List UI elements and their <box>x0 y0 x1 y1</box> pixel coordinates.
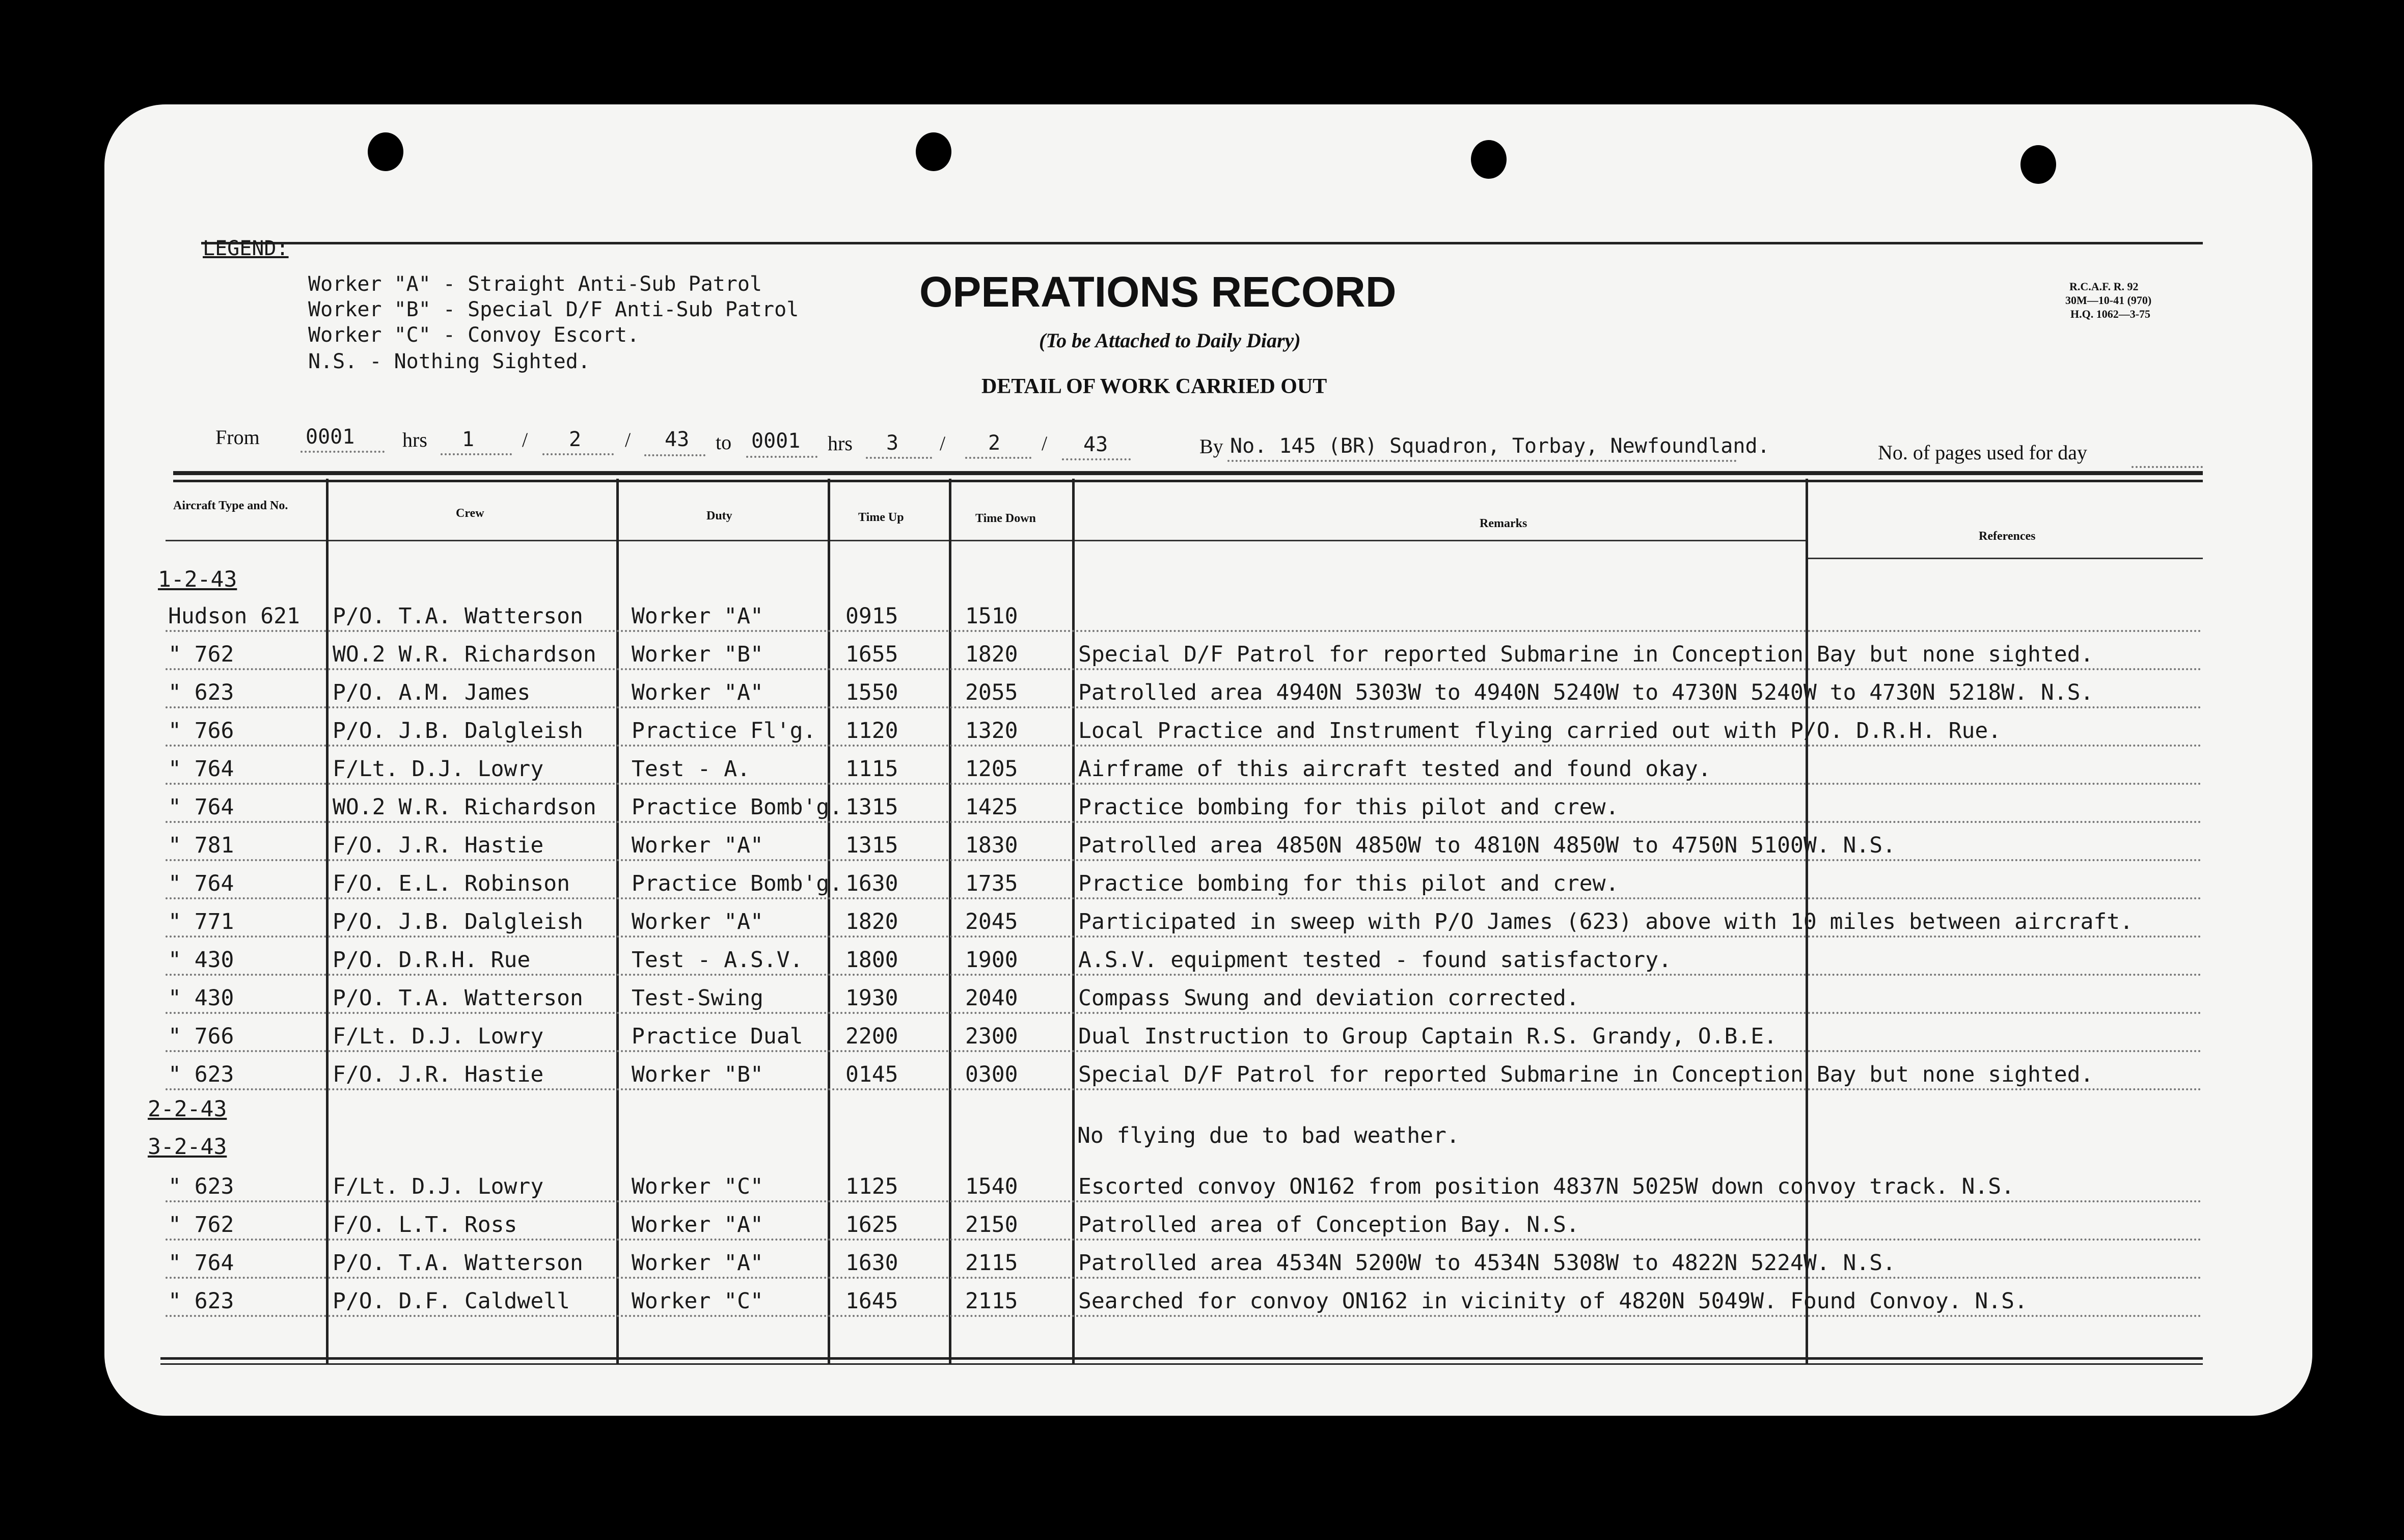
crew-cell: P/O. T.A. Watterson <box>333 985 583 1011</box>
crew-cell: P/O. T.A. Watterson <box>333 603 583 629</box>
duty-cell: Worker "C" <box>632 1288 763 1314</box>
time-up-cell: 1550 <box>845 680 898 705</box>
page-subtitle: (To be Attached to Daily Diary) <box>1039 329 1301 352</box>
aircraft-cell: " 766 <box>168 718 234 744</box>
duty-cell: Worker "B" <box>632 642 763 667</box>
to-year: 43 <box>1083 433 1108 456</box>
time-down-cell: 2150 <box>965 1212 1018 1238</box>
time-down-cell: 1425 <box>965 794 1018 820</box>
punch-hole <box>368 132 403 171</box>
time-up-cell: 1625 <box>845 1212 898 1238</box>
duty-cell: Worker "A" <box>632 603 763 629</box>
time-up-cell: 0915 <box>845 603 898 629</box>
remarks-cell: Patrolled area 4940N 5303W to 4940N 5240W to 4730N 5240W to 4730N 5218W. N.S. <box>1078 680 2094 705</box>
time-up-cell: 1630 <box>845 1250 898 1276</box>
time-down-cell: 1205 <box>965 756 1018 782</box>
hrs-label: hrs <box>402 428 427 451</box>
aircraft-cell: Hudson 621 <box>168 603 300 629</box>
time-up-cell: 1630 <box>845 871 898 896</box>
punch-hole <box>1471 140 1507 179</box>
time-up-cell: 1930 <box>845 985 898 1011</box>
hrs-label2: hrs <box>828 432 853 455</box>
aircraft-cell: " 764 <box>168 1250 234 1276</box>
aircraft-cell: " 764 <box>168 794 234 820</box>
crew-cell: F/Lt. D.J. Lowry <box>333 1174 544 1199</box>
remarks-cell: Local Practice and Instrument flying carried out with P/O. D.R.H. Rue. <box>1078 718 2002 744</box>
crew-cell: P/O. D.R.H. Rue <box>333 947 531 973</box>
duty-cell: Worker "A" <box>632 1212 763 1238</box>
duty-cell: Practice Bomb'g. <box>632 794 843 820</box>
time-down-cell: 1735 <box>965 871 1018 896</box>
by-label: By <box>1199 435 1223 458</box>
time-up-cell: 1120 <box>845 718 898 744</box>
aircraft-cell: " 623 <box>168 1288 234 1314</box>
time-up-cell: 1315 <box>845 833 898 858</box>
remarks-cell: Compass Swung and deviation corrected. <box>1078 985 1579 1011</box>
crew-cell: P/O. J.B. Dalgleish <box>333 909 583 934</box>
time-up-cell: 1800 <box>845 947 898 973</box>
aircraft-cell: " 623 <box>168 1174 234 1199</box>
time-down-cell: 0300 <box>965 1062 1018 1087</box>
form-ref: R.C.A.F. R. 92 <box>2069 280 2139 293</box>
time-down-cell: 2045 <box>965 909 1018 934</box>
time-up-cell: 1125 <box>845 1174 898 1199</box>
crew-cell: P/O. D.F. Caldwell <box>333 1288 570 1314</box>
crew-cell: F/O. J.R. Hastie <box>333 1062 544 1087</box>
crew-cell: F/O. E.L. Robinson <box>333 871 570 896</box>
time-up-cell: 1115 <box>845 756 898 782</box>
crew-cell: P/O. J.B. Dalgleish <box>333 718 583 744</box>
aircraft-cell: " 623 <box>168 1062 234 1087</box>
time-down-cell: 2115 <box>965 1250 1018 1276</box>
legend-label: LEGEND: <box>203 237 289 260</box>
from-year: 43 <box>665 428 690 451</box>
time-down-cell: 2300 <box>965 1024 1018 1049</box>
time-down-cell: 1830 <box>965 833 1018 858</box>
col-duty: Duty <box>706 509 732 522</box>
time-down-cell: 1320 <box>965 718 1018 744</box>
remarks-cell: Practice bombing for this pilot and crew. <box>1078 794 1619 820</box>
time-down-cell: 2040 <box>965 985 1018 1011</box>
unit-name: No. 145 (BR) Squadron, Torbay, Newfoundland. <box>1230 434 1770 458</box>
crew-cell: F/O. L.T. Ross <box>333 1212 517 1238</box>
duty-cell: Worker "A" <box>632 909 763 934</box>
top-rule <box>201 242 2203 244</box>
from-month: 2 <box>569 428 582 451</box>
col-remarks: Remarks <box>1480 517 1527 530</box>
time-up-cell: 0145 <box>845 1062 898 1087</box>
duty-cell: Worker "C" <box>632 1174 763 1199</box>
time-up-cell: 1820 <box>845 909 898 934</box>
date-heading: 3-2-43 <box>148 1134 227 1160</box>
page-title: OPERATIONS RECORD <box>919 268 1397 316</box>
crew-cell: F/O. J.R. Hastie <box>333 833 544 858</box>
page-heading: DETAIL OF WORK CARRIED OUT <box>981 375 1327 398</box>
time-up-cell: 1655 <box>845 642 898 667</box>
remarks-cell: A.S.V. equipment tested - found satisfactory. <box>1078 947 1672 973</box>
remarks-cell: Patrolled area of Conception Bay. N.S. <box>1078 1212 1579 1238</box>
form-ref: 30M—10-41 (970) <box>2065 294 2152 307</box>
remarks-cell: Special D/F Patrol for reported Submarine in Conception Bay but none sighted. <box>1078 1062 2094 1087</box>
form-ref: H.Q. 1062—3-75 <box>2070 308 2151 320</box>
crew-cell: WO.2 W.R. Richardson <box>333 794 596 820</box>
col-time-down: Time Down <box>975 512 1036 525</box>
from-time: 0001 <box>306 425 355 449</box>
aircraft-cell: " 771 <box>168 909 234 934</box>
duty-cell: Practice Dual <box>632 1024 803 1049</box>
pages-label: No. of pages used for day <box>1878 441 2087 464</box>
aircraft-cell: " 781 <box>168 833 234 858</box>
duty-cell: Worker "A" <box>632 833 763 858</box>
remarks-cell: Participated in sweep with P/O James (623) above with 10 miles between aircraft. <box>1078 909 2134 934</box>
aircraft-cell: " 623 <box>168 680 234 705</box>
remarks-cell: Practice bombing for this pilot and crew. <box>1078 871 1619 896</box>
aircraft-cell: " 762 <box>168 1212 234 1238</box>
aircraft-cell: " 766 <box>168 1024 234 1049</box>
col-references: References <box>1979 530 2036 543</box>
legend-item: Worker "C" - Convoy Escort. <box>308 323 640 347</box>
time-down-cell: 2055 <box>965 680 1018 705</box>
from-day: 1 <box>462 428 475 451</box>
time-down-cell: 1900 <box>965 947 1018 973</box>
crew-cell: WO.2 W.R. Richardson <box>333 642 596 667</box>
time-up-cell: 1315 <box>845 794 898 820</box>
legend-item: N.S. - Nothing Sighted. <box>308 350 590 373</box>
time-down-cell: 1510 <box>965 603 1018 629</box>
no-flying-note: No flying due to bad weather. <box>1077 1123 1460 1148</box>
crew-cell: P/O. A.M. James <box>333 680 531 705</box>
to-label: to <box>716 431 732 454</box>
remarks-cell: Special D/F Patrol for reported Submarine in Conception Bay but none sighted. <box>1078 642 2094 667</box>
remarks-cell: Escorted convoy ON162 from position 4837N 5025W down convoy track. N.S. <box>1078 1174 2015 1199</box>
col-aircraft: Aircraft Type and No. <box>173 499 288 512</box>
legend-item: Worker "B" - Special D/F Anti-Sub Patrol <box>308 298 799 321</box>
date-heading: 1-2-43 <box>158 567 237 592</box>
date-heading: 2-2-43 <box>148 1096 227 1122</box>
time-up-cell: 2200 <box>845 1024 898 1049</box>
aircraft-cell: " 764 <box>168 871 234 896</box>
to-time: 0001 <box>751 429 801 453</box>
duty-cell: Practice Fl'g. <box>632 718 816 744</box>
punch-hole <box>916 132 951 171</box>
time-down-cell: 2115 <box>965 1288 1018 1314</box>
col-crew: Crew <box>456 507 484 520</box>
record-card: LEGEND: Worker "A" - Straight Anti-Sub Patrol Worker "B" - Special D/F Anti-Sub Patrol Worker "C" - Convoy Escort. N.S. - Nothing Sighted. OPERATIONS RECORD (To be Attached to Daily Diary) DETAIL OF WORK CARRIED OUT R.C.A.F. R. 92 30M—10-41 (970) H.Q. 1062—3-75 From 0001 hrs 1 / 2 / 43 to 0001 hrs 3 / 2 / 43 By No. 145 (BR) Squadron, Torbay, Newfoundland. No. of pages used for day Aircraft Type and No. Crew Duty Time Up Time Down Remarks References 1-2-43 2-2-43 3-2-43 Hudson 621 P/O. T.A. Watterson Worker "A" 0915 1510 " 762 WO.2 W.R. Richardson Worker "B" 1655 1820 Special D/F Patrol for reported Submarine in Conception Bay but none sighted. " 623 P/O. A.M. James Worker "A" 1550 2055 Patrolled area 4940N 5303W to 4940N 5240W to 4730N 5240W to 4730N 5218W. N.S. " 766 P/O. J.B. Dalgleish Practice Fl'g. 1120 1320 Local Practice and Instrument flying carried out with P/O. D.R.H. Rue. " 764 F/Lt. D.J. Lowry Test - A. 1115 1205 Airframe of this aircraft tested and found okay. " 764 WO.2 W.R. Richardson Practice Bomb'g. 1315 1425 Practice bombing for this pilot and crew. " 781 F/O. J.R. Hastie Worker "A" 1315 1830 Patrolled area 4850N 4850W to 4810N 4850W to 4750N 5100W. N.S. " 764 F/O. E.L. Robinson Practice Bomb'g. 1630 1735 Practice bombing for this pilot and crew. " 771 P/O. J.B. Dalgleish Worker "A" 1820 2045 Participated in sweep with P/O James (623) above with 10 miles between aircraft. " 430 P/O. D.R.H. Rue Test - A.S.V. 1800 1900 A.S.V. equipment tested - found satisfactory. " 430 P/O. T.A. Watterson Test-Swing 1930 2040 Compass Swung and deviation corrected. " 766 F/Lt. D.J. Lowry Practice Dual 2200 2300 Dual Instruction to Group Captain R.S. Grandy, O.B.E. " 623 F/O. J.R. Hastie Worker "B" 0145 0300 Special D/F Patrol for reported Submarine in Conception Bay but none sighted. No flying due to bad weather. " 623 F/Lt. D.J. Lowry Worker "C" 1125 1540 Escorted convoy ON162 from position 4837N 5025W down convoy track. N.S. " 762 F/O. L.T. Ross Worker "A" 1625 2150 Patrolled area of Conception Bay. N.S. " 764 P/O. T.A. Watterson Worker "A" 1630 2115 Patrolled area 4534N 5200W to 4534N 5308W to 4822N 5224W. N.S. " 623 P/O. D.F. Caldwell Worker "C" 1645 2115 Searched for convoy ON162 in vicinity of 4820N 5049W. Found Convoy. N.S. <box>104 104 2312 1416</box>
aircraft-cell: " 430 <box>168 947 234 973</box>
time-down-cell: 1820 <box>965 642 1018 667</box>
remarks-cell: Airframe of this aircraft tested and found okay. <box>1078 756 1711 782</box>
legend-item: Worker "A" - Straight Anti-Sub Patrol <box>308 272 762 296</box>
crew-cell: P/O. T.A. Watterson <box>333 1250 583 1276</box>
punch-hole <box>2020 145 2056 184</box>
duty-cell: Worker "A" <box>632 680 763 705</box>
aircraft-cell: " 764 <box>168 756 234 782</box>
crew-cell: F/Lt. D.J. Lowry <box>333 756 544 782</box>
time-down-cell: 1540 <box>965 1174 1018 1199</box>
duty-cell: Worker "B" <box>632 1062 763 1087</box>
duty-cell: Worker "A" <box>632 1250 763 1276</box>
remarks-cell: Patrolled area 4850N 4850W to 4810N 4850W to 4750N 5100W. N.S. <box>1078 833 1896 858</box>
col-time-up: Time Up <box>858 511 904 524</box>
duty-cell: Test - A.S.V. <box>632 947 803 973</box>
time-up-cell: 1645 <box>845 1288 898 1314</box>
aircraft-cell: " 430 <box>168 985 234 1011</box>
duty-cell: Test-Swing <box>632 985 763 1011</box>
duty-cell: Practice Bomb'g. <box>632 871 843 896</box>
to-month: 2 <box>988 431 1001 455</box>
remarks-cell: Dual Instruction to Group Captain R.S. Grandy, O.B.E. <box>1078 1024 1778 1049</box>
from-label: From <box>215 426 260 449</box>
remarks-cell: Searched for convoy ON162 in vicinity of 4820N 5049W. Found Convoy. N.S. <box>1078 1288 2028 1314</box>
crew-cell: F/Lt. D.J. Lowry <box>333 1024 544 1049</box>
to-day: 3 <box>886 431 899 455</box>
aircraft-cell: " 762 <box>168 642 234 667</box>
duty-cell: Test - A. <box>632 756 750 782</box>
remarks-cell: Patrolled area 4534N 5200W to 4534N 5308W to 4822N 5224W. N.S. <box>1078 1250 1896 1276</box>
